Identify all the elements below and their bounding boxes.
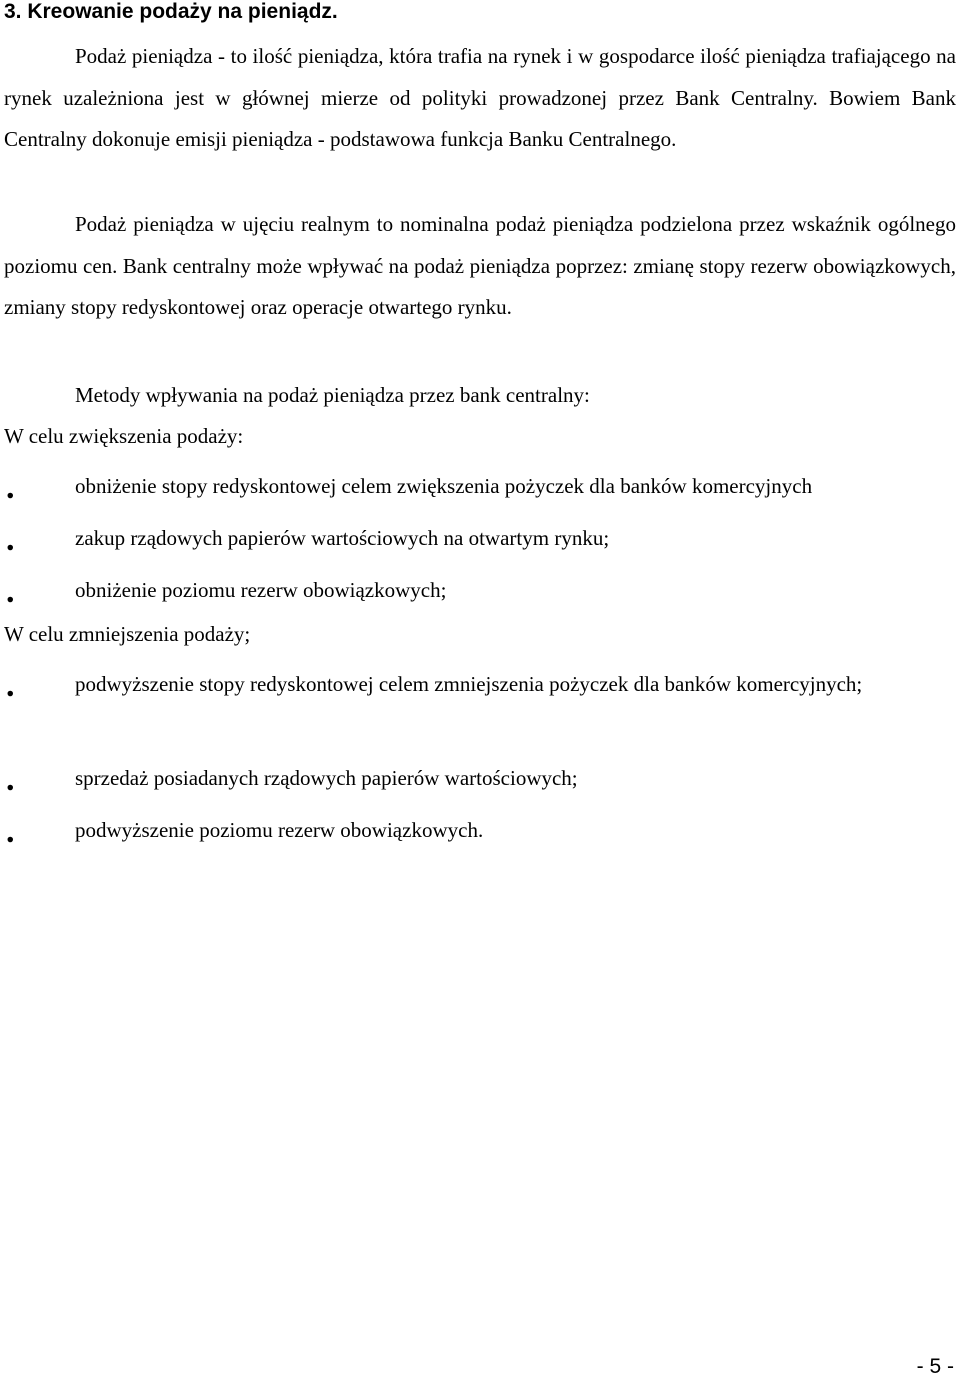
list-item-text: sprzedaż posiadanych rządowych papierów wartościowych; — [75, 766, 578, 790]
bullet-mark: . — [6, 761, 15, 798]
list-item-text: zakup rządowych papierów wartościowych na otwartym rynku; — [75, 526, 610, 550]
decrease-label: W celu zmniejszenia podaży; — [4, 622, 251, 646]
bullet-mark: . — [6, 573, 15, 610]
bullet-mark: . — [6, 521, 15, 558]
bullet-mark: . — [6, 469, 15, 506]
list-item-text: obniżenie stopy redyskontowej celem zwiększenia pożyczek dla banków komercyjnych — [75, 474, 813, 498]
methods-intro: Metody wpływania na podaż pieniądza przez bank centralny: — [75, 383, 590, 407]
section-heading: 3. Kreowanie podaży na pieniądz. — [4, 0, 338, 23]
bullet-mark: . — [6, 667, 15, 704]
list-item-text: podwyższenie poziomu rezerw obowiązkowych. — [75, 818, 484, 842]
paragraph-money-supply-definition: Podaż pieniądza - to ilość pieniądza, która trafia na rynek i w gospodarce ilość pieniądza trafiającego na rynek uzależniona jest w głównej mierze od polityki prowadzonej przez Bank Centralny. Bowiem Bank Centralny dokonuje emisji pieniądza - podstawowa funkcja Banku Centralnego. — [4, 44, 956, 151]
page-number: - 5 - — [916, 1355, 954, 1378]
list-item-text: podwyższenie stopy redyskontowej celem zmniejszenia pożyczek dla banków komercyjnych; — [75, 672, 863, 696]
list-item-text: obniżenie poziomu rezerw obowiązkowych; — [75, 578, 447, 602]
paragraph-real-money-supply: Podaż pieniądza w ujęciu realnym to nominalna podaż pieniądza podzielona przez wskaźnik ogólnego poziomu cen. Bank centralny może wpływać na podaż pieniądza poprzez: zmianę stopy rezerw obowiązkowych, zmiany stopy redyskontowej oraz operacje otwartego rynku. — [4, 212, 956, 319]
increase-label: W celu zwiększenia podaży: — [4, 424, 244, 448]
bullet-mark: . — [6, 813, 15, 850]
